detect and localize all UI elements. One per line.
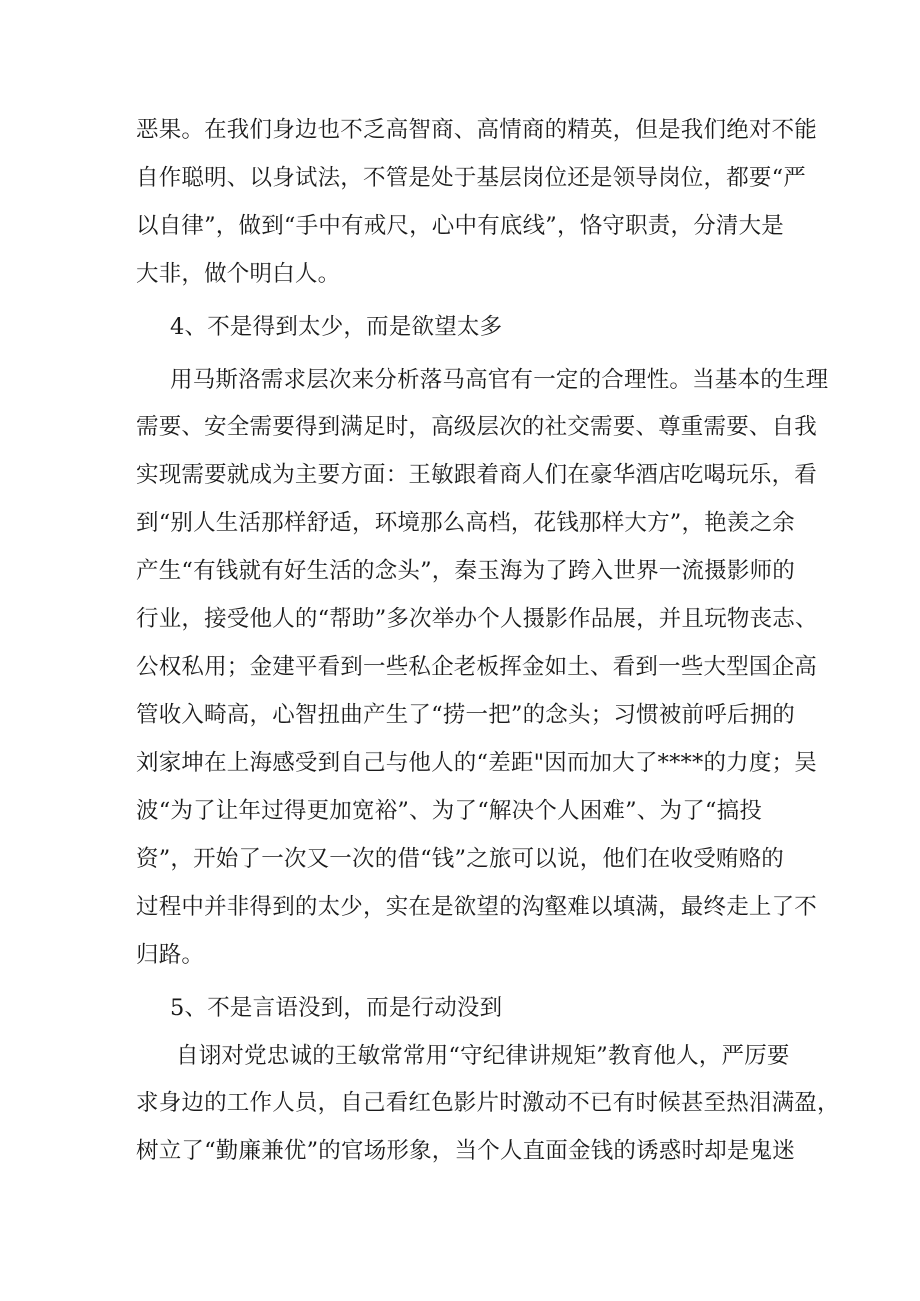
text-line-11: 行业，接受他人的“帮助”多次举办个人摄影作品展，并且玩物丧志、 xyxy=(136,606,818,632)
text-line-10: 产生“有钱就有好生活的念头”，秦玉海为了跨入世界一流摄影师的 xyxy=(136,558,796,584)
text-line-16: 资”，开始了一次又一次的借“钱”之旅可以说，他们在收受贿赂的 xyxy=(136,846,785,872)
text-line-13: 管收入畸高，心智扭曲产生了“捞一把”的念头；习惯被前呼后拥的 xyxy=(136,702,796,728)
text-line-3: 以自律”，做到“手中有戒尺，心中有底线”，恪守职责，分清大是 xyxy=(136,213,785,239)
text-line-15: 波“为了让年过得更加宽裕”、为了“解决个人困难”、为了“搞投 xyxy=(136,798,763,824)
text-line-18: 归路。 xyxy=(136,942,205,968)
text-line-21: 求身边的工作人员，自己看红色影片时激动不已有时候甚至热泪满盈， xyxy=(136,1090,840,1116)
text-line-6: 用马斯洛需求层次来分析落马高官有一定的合理性。当基本的生理 xyxy=(170,367,829,393)
section-heading-4: 4、不是得到太少，而是欲望太多 xyxy=(170,314,503,340)
text-line-9: 到“别人生活那样舒适，环境那么高档，花钱那样大方”，艳羡之余 xyxy=(136,510,796,536)
text-line-2: 自作聪明、以身试法，不管是处于基层岗位还是领导岗位，都要“严 xyxy=(136,165,807,191)
text-line-22: 树立了“勤廉兼优”的官场形象，当个人直面金钱的诱惑时却是鬼迷 xyxy=(136,1138,796,1164)
section-heading-5: 5、不是言语没到，而是行动没到 xyxy=(170,995,503,1021)
text-line-17: 过程中并非得到的太少，实在是欲望的沟壑难以填满，最终走上了不 xyxy=(136,894,818,920)
text-line-20: 自诩对党忠诚的王敏常常用“守纪律讲规矩”教育他人，严厉要 xyxy=(176,1043,790,1069)
text-line-14: 刘家坤在上海感受到自己与他人的“差距"因而加大了****的力度；吴 xyxy=(136,750,817,776)
text-line-7: 需要、安全需要得到满足时，高级层次的社交需要、尊重需要、自我 xyxy=(136,414,818,440)
text-line-12: 公权私用；金建平看到一些私企老板挥金如土、看到一些大型国企高 xyxy=(136,654,818,680)
text-line-8: 实现需要就成为主要方面：王敏跟着商人们在豪华酒店吃喝玩乐，看 xyxy=(136,462,818,488)
text-line-4: 大非，做个明白人。 xyxy=(136,261,341,287)
text-line-1: 恶果。在我们身边也不乏高智商、高情商的精英，但是我们绝对不能 xyxy=(136,117,818,143)
